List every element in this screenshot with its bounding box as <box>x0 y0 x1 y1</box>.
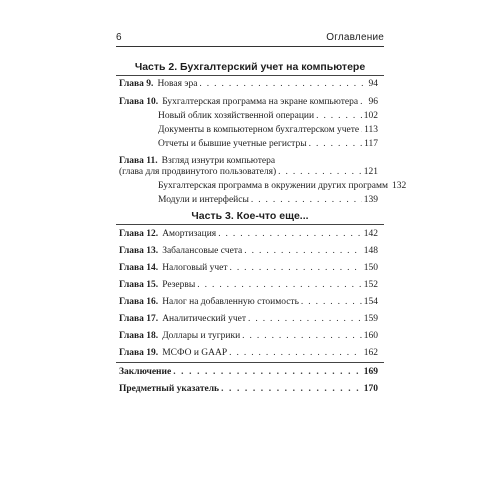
toc-entry-chapter-12[interactable]: Глава 12. Амортизация . . . 142 <box>119 228 378 241</box>
leader-dots <box>197 279 361 292</box>
page-ref: 150 <box>363 263 378 273</box>
part-3-divider <box>116 224 384 225</box>
page-ref: 102 <box>363 111 378 121</box>
page-ref: 132 <box>391 181 407 191</box>
toc-entry-conclusion[interactable]: Заключение . . . 169 <box>119 366 378 379</box>
page-ref: 160 <box>363 331 378 341</box>
page-ref: 142 <box>363 229 378 239</box>
page-ref: 94 <box>368 79 378 89</box>
page-ref: 148 <box>363 246 378 256</box>
toc-entry-section[interactable]: Новый облик хозяйственной операции . . . 102 <box>158 110 378 123</box>
part-3-title: Часть 3. Кое-что еще... <box>191 210 309 222</box>
toc-entry-section[interactable]: Отчеты и бывшие учетные регистры . . . 117 <box>158 138 378 151</box>
page-ref: 113 <box>364 125 378 135</box>
page-ref: 96 <box>368 97 378 107</box>
toc-entry-chapter-10[interactable]: Глава 10. Бухгалтерская программа на экране компьютера . . . 96 <box>119 96 378 109</box>
running-title: Оглавление <box>326 32 384 43</box>
page-ref: 162 <box>363 348 378 358</box>
page-ref: 152 <box>363 280 378 290</box>
leader-dots <box>278 166 362 179</box>
running-header <box>116 30 384 47</box>
toc-entry-chapter-15[interactable]: Глава 15. Резервы . . . 152 <box>119 279 378 292</box>
toc-entry-section[interactable]: Модули и интерфейсы . . . 139 <box>158 194 378 207</box>
leader-dots <box>248 313 362 326</box>
leader-dots <box>229 262 361 275</box>
leader-dots <box>309 138 363 151</box>
toc-entry-chapter-11[interactable]: (глава для продвинутого пользователя) . . . 121 <box>119 166 378 179</box>
toc-entry-chapter-9[interactable]: Глава 9. Новая эра . . . 94 <box>119 78 378 91</box>
leader-dots <box>173 366 362 379</box>
part-2-divider <box>116 75 384 76</box>
toc-entry-chapter-18[interactable]: Глава 18. Доллары и тугрики . . . 160 <box>119 330 378 343</box>
page-ref: 170 <box>363 384 378 394</box>
leader-dots <box>218 228 362 241</box>
page-ref: 121 <box>363 167 378 177</box>
page-ref: 117 <box>364 139 378 149</box>
leader-dots <box>316 110 362 123</box>
page-number: 6 <box>116 32 122 43</box>
leader-dots <box>251 194 362 207</box>
toc-entry-chapter-17[interactable]: Глава 17. Аналитический учет . . . 159 <box>119 313 378 326</box>
toc-entry-chapter-19[interactable]: Глава 19. МСФО и GAAP . . . 162 <box>119 347 378 360</box>
toc-entry-section[interactable]: Бухгалтерская программа в окружении других программ 132 <box>158 181 407 191</box>
leader-dots <box>221 383 362 396</box>
page-ref: 139 <box>363 195 378 205</box>
toc-entry-section[interactable]: Документы в компьютерном бухгалтерском учете . . . 113 <box>158 124 378 137</box>
toc-entry-index[interactable]: Предметный указатель . . . 170 <box>119 383 378 396</box>
leader-dots <box>199 78 366 91</box>
page-ref: 159 <box>363 314 378 324</box>
toc-entry-chapter-13[interactable]: Глава 13. Забалансовые счета . . . 148 <box>119 245 378 258</box>
leader-dots <box>244 245 361 258</box>
part-2-title: Часть 2. Бухгалтерский учет на компьютере <box>134 61 366 73</box>
leader-dots <box>360 96 366 109</box>
toc-entry-chapter-16[interactable]: Глава 16. Налог на добавленную стоимость . . . 154 <box>119 296 378 309</box>
leader-dots <box>361 124 362 137</box>
page-ref: 154 <box>363 297 378 307</box>
back-matter-divider <box>116 362 384 363</box>
toc-entry-chapter-11-line1[interactable]: Глава 11. Взгляд изнутри компьютера <box>119 156 276 166</box>
leader-dots <box>301 296 362 309</box>
leader-dots <box>229 347 362 360</box>
toc-entry-chapter-14[interactable]: Глава 14. Налоговый учет . . . 150 <box>119 262 378 275</box>
page-ref: 169 <box>363 367 378 377</box>
leader-dots <box>242 330 362 343</box>
